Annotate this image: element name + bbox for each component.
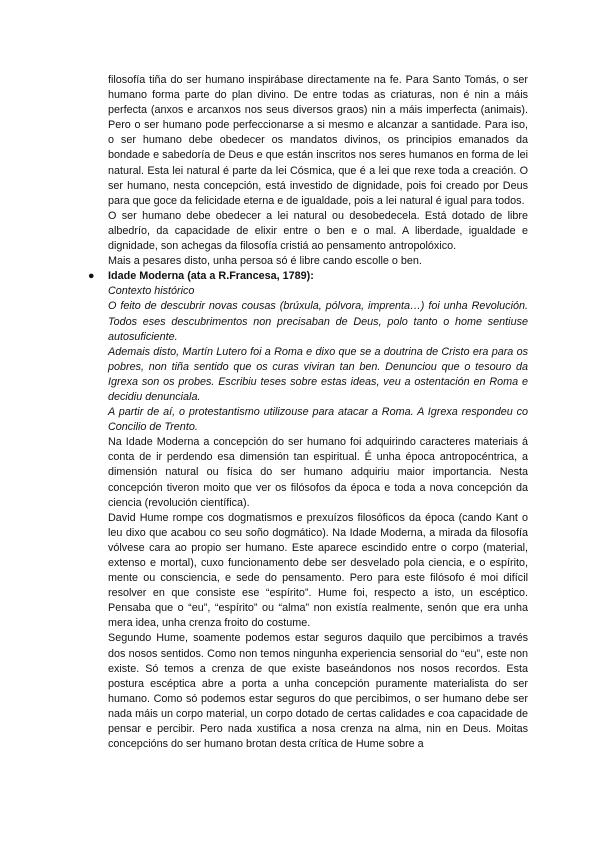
paragraph-libre-albedrio: O ser humano debe obedecer a lei natural ou desobedecela. Está dotado de libre albedrío, da capacidade de elixir entre o ben e o mal. A liberdade, igualdade e dignidade, son achegas da filosofía cristiá ao pensamento antropolóxico.	[108, 209, 528, 253]
section-heading-idade-moderna	[88, 269, 528, 284]
paragraph-hume-dogmatismo: David Hume rompe cos dogmatismos e prexuízos filosóficos da época (cando Kant o leu dixo que acabou co seu soño dogmático). Na Idade Moderna, a mirada da filosofía vólvese cara ao propio ser humano. Este aparece escindido entre o corpo (material, extenso e mortal), cuxo funcionamento debe ser desvelado pola ciencia, e o espírito, mente ou consciencia, e sede do pensamento. Pero para este filósofo é moi difícil resolver en que consiste ese “espírito”. Hume foi, respecto a isto, un escéptico. Pensaba que o “eu”, “espírito” ou “alma” non existía realmente, senón que era unha mera idea, unha crenza froito do costume.	[108, 511, 528, 630]
paragraph-idade-moderna: Na Idade Moderna a concepción do ser humano foi adquirindo caracteres materiais á conta de ir perdendo esa dimensión tan espiritual. É unha época antropocéntrica, a dimensión natural ou física do ser humano adquiriu maior importancia. Nesta concepción tiveron moito que ver os filósofos da época e toda a nova concepción da ciencia (revolución científica).	[108, 436, 528, 509]
section-heading-text: Idade Moderna (ata a R.Francesa, 1789):	[108, 270, 314, 283]
context-paragraph-revolucion: O feito de descubrir novas cousas (brúxula, pólvora, imprenta…) foi unha Revolución. Todos eses descubrimentos non precisaban de Deus, polo tanto o home sentiuse autosuficiente.	[108, 300, 528, 343]
paragraph-hume-sentidos: Segundo Hume, soamente podemos estar seguros daquilo que percibimos a través dos nosos sentidos. Como non temos ningunha experiencia sensorial do “eu”, este non existe. Só temos a crenza de que existe baseándonos nos nosos recordos. Esta postura escéptica abre a porta a unha concepción puramente materialista do ser humano. Como só podemos estar seguros do que percibimos, o ser humano debe ser nada máis un corpo material, un corpo dotado de certas calidades e coa capacidade de pensar e percibir. Pero nada xustifica a nosa crenza na alma, nin en Deus. Moitas concepcións do ser humano brotan desta crítica de Hume sobre a	[108, 632, 528, 751]
context-heading: Contexto histórico	[108, 285, 195, 298]
paragraph-libre-ben: Mais a pesares disto, unha persoa só é libre cando escolle o ben.	[108, 255, 422, 268]
context-paragraph-lutero: Ademais disto, Martín Lutero foi a Roma e dixo que se a doutrina de Cristo era para os pobres, non tiña sentido que os curas viviran tan ben. Denunciou que o tesouro da Igrexa son os probes. Escribiu teses sobre estas ideas, veu a ostentación en Roma e decidiu denunciala.	[108, 345, 528, 403]
context-paragraph-trento: A partir de aí, o protestantismo utilizouse para atacar a Roma. A Igrexa respondeu co Concilio de Trento.	[108, 406, 528, 434]
document-body	[88, 73, 528, 752]
paragraph-santo-tomas: filosofía tiña do ser humano inspirábase directamente na fe. Para Santo Tomás, o ser humano forma parte do plan divino. De entre todas as criaturas, non é nin a máis perfecta (anxos e arcanxos nos seus diversos graos) nin a máis imperfecta (animais). Pero o ser humano pode perfeccionarse a si mesmo e alcanzar a santidade. Para iso, o ser humano debe obedecer os mandatos divinos, os principios emanados da bondade e sabedoría de Deus e que están inscritos nos seres humanos en forma de lei natural. Esta lei natural é parte da lei Cósmica, que é a lei que rexe toda a creación. O ser humano, nesta concepción, está investido de dignidade, pois foi creado por Deus para que goce da felicidade eterna e de igualdade, pois a lei natural é igual para todos.	[108, 74, 528, 207]
bullet-icon: ●	[88, 270, 95, 283]
